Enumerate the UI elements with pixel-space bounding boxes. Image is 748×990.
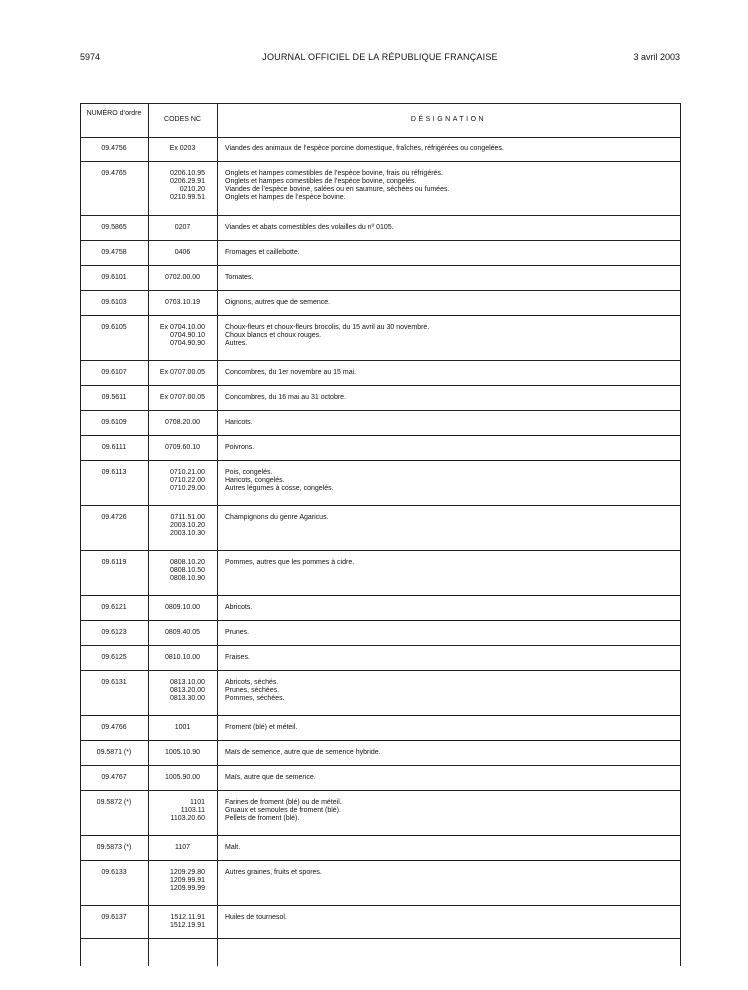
row-numero: 09.5873 (*) <box>96 844 132 851</box>
row-designation <box>225 469 674 493</box>
row-codes <box>148 514 205 538</box>
row-numero: 09.6111 <box>101 444 127 451</box>
code-value: 2003.10.30 <box>169 530 205 537</box>
designation-line: Onglets et hampes de l’espèce bovine. <box>225 194 346 201</box>
row-codes <box>148 869 205 893</box>
code-value: 0406 <box>174 249 191 256</box>
row-designation <box>225 274 674 282</box>
table-row <box>80 716 680 741</box>
row-codes <box>148 170 205 202</box>
row-designation <box>225 170 674 202</box>
row-numero: 09.6133 <box>101 869 127 876</box>
code-value: 0206.29.91 <box>169 178 205 185</box>
row-codes <box>148 914 205 930</box>
designation-line: Pommes, séchées. <box>225 695 285 702</box>
row-numero: 09.6121 <box>101 604 127 611</box>
row-codes <box>148 299 217 307</box>
code-value: 1209.29.80 <box>169 869 205 876</box>
designation-line: Pellets de froment (blé). <box>225 815 300 822</box>
row-codes <box>148 444 217 452</box>
row-codes <box>148 774 217 782</box>
page-header <box>80 50 680 66</box>
code-value: 0808.10.90 <box>169 575 205 582</box>
designation-line: Autres graines, fruits et spores. <box>225 869 322 876</box>
row-numero: 09.5611 <box>101 394 127 401</box>
code-value: 0708.20.00 <box>164 419 201 426</box>
designation-line: Maïs de semence, autre que de semence hybride. <box>225 749 381 756</box>
designation-line: Haricots, congelés. <box>225 477 285 484</box>
row-designation <box>225 514 674 522</box>
code-value: 2003.10.20 <box>169 522 205 529</box>
designation-line: Oignons, autres que de semence. <box>225 299 331 306</box>
code-value: 0709.60.10 <box>164 444 201 451</box>
designation-line: Poivrons. <box>225 444 255 451</box>
row-designation <box>225 844 674 852</box>
table-row <box>80 861 680 906</box>
row-numero: 09.5872 (*) <box>96 799 132 806</box>
row-designation <box>225 249 674 257</box>
table-row <box>80 137 680 162</box>
table-row <box>80 836 680 861</box>
row-designation <box>225 724 674 732</box>
code-value: 1005.10.90 <box>164 749 201 756</box>
table-row <box>80 766 680 791</box>
row-designation <box>225 369 674 377</box>
table-row <box>80 551 680 596</box>
designation-line: Concombres, du 1er novembre au 15 mai. <box>225 369 357 376</box>
row-designation <box>225 559 674 567</box>
table-header <box>80 104 680 138</box>
code-value: 1005.90.00 <box>164 774 201 781</box>
code-value: Ex 0707.00.05 <box>159 394 206 401</box>
row-codes <box>148 559 205 583</box>
code-value: 1101 <box>189 799 205 806</box>
code-value: 0710.22.00 <box>169 477 205 484</box>
table-row <box>80 162 680 216</box>
table-row <box>80 241 680 266</box>
table-row <box>80 361 680 386</box>
row-numero: 09.6125 <box>101 654 127 661</box>
designation-line: Onglets et hampes comestibles de l’espèce bovine, frais ou réfrigérés. <box>225 170 443 177</box>
code-value: 1103.20.60 <box>170 815 205 822</box>
row-numero: 09.6103 <box>101 299 127 306</box>
row-designation <box>225 914 674 922</box>
code-value: 1103.11 <box>180 807 205 814</box>
row-codes <box>148 224 217 232</box>
designation-line: Maïs, autre que de semence. <box>225 774 316 781</box>
designation-line: Abricots, séchés. <box>225 679 279 686</box>
designation-line: Onglets et hampes comestibles de l’espèce bovine, congelés. <box>225 178 417 185</box>
header-designation: DÉSIGNATION <box>410 116 487 123</box>
designation-line: Champignons du genre Agaricus. <box>225 514 329 521</box>
designation-line: Choux blancs et choux rouges. <box>225 332 322 339</box>
row-codes <box>148 469 205 493</box>
row-numero: 09.4765 <box>101 170 127 177</box>
table-row <box>80 386 680 411</box>
row-designation <box>225 444 674 452</box>
row-designation <box>225 324 674 348</box>
designation-line: Autres légumes à cosse, congelés. <box>225 485 334 492</box>
designation-line: Viandes et abats comestibles des volailles du nº 0105. <box>225 224 394 231</box>
code-value: 0808.10.50 <box>169 567 205 574</box>
code-value: 0206.10.95 <box>169 170 205 177</box>
row-codes <box>148 369 217 377</box>
row-designation <box>225 394 674 402</box>
code-value: 0210.99.51 <box>169 194 205 201</box>
designation-line: Choux-fleurs et choux-fleurs brocolis, du 15 avril au 30 novembre. <box>225 324 430 331</box>
row-codes <box>148 274 217 282</box>
row-designation <box>225 145 674 153</box>
table-row <box>80 741 680 766</box>
table-row <box>80 461 680 506</box>
table-row <box>80 436 680 461</box>
row-codes <box>148 629 217 637</box>
code-value: 0711.51.00 <box>170 514 205 521</box>
row-codes <box>148 324 205 348</box>
code-value: 1001 <box>174 724 191 731</box>
code-value: 1209.99.99 <box>169 885 205 892</box>
publication-date: 3 avril 2003 <box>633 52 680 62</box>
journal-title: JOURNAL OFFICIEL DE LA RÉPUBLIQUE FRANÇAISE <box>262 52 498 62</box>
code-value: 0808.10.20 <box>169 559 205 566</box>
code-value: 0210.20 <box>179 186 205 193</box>
code-value: 0813.20.00 <box>169 687 205 694</box>
designation-line: Fromages et caillebotte. <box>225 249 300 256</box>
code-value: 0809.10.00 <box>164 604 201 611</box>
designation-line: Tomates. <box>225 274 254 281</box>
code-value: 1107 <box>174 844 191 851</box>
row-numero: 09.5871 (*) <box>96 749 132 756</box>
codes-table <box>80 103 681 966</box>
row-codes <box>148 844 217 852</box>
code-value: 0809.40.05 <box>164 629 201 636</box>
designation-line: Fraises. <box>225 654 250 661</box>
row-numero: 09.4756 <box>101 145 127 152</box>
designation-line: Pommes, autres que les pommes à cidre. <box>225 559 355 566</box>
table-row <box>80 906 680 939</box>
code-value: 0207 <box>174 224 191 231</box>
code-value: Ex 0203 <box>169 145 196 152</box>
row-designation <box>225 749 674 757</box>
row-designation <box>225 604 674 612</box>
table-row <box>80 671 680 716</box>
row-designation <box>225 679 674 703</box>
code-value: Ex 0704.10.00 <box>159 324 205 331</box>
designation-line: Concombres, du 16 mai au 31 octobre. <box>225 394 347 401</box>
code-value: 1512.19.91 <box>169 922 205 929</box>
row-numero: 09.6119 <box>101 559 127 566</box>
row-designation <box>225 419 674 427</box>
designation-line: Malt. <box>225 844 241 851</box>
row-numero: 09.6113 <box>101 469 127 476</box>
table-row <box>80 266 680 291</box>
row-numero: 09.4758 <box>101 249 127 256</box>
designation-line: Gruaux et semoules de froment (blé). <box>225 807 341 814</box>
designation-line: Prunes, séchées. <box>225 687 280 694</box>
code-value: 1209.99.91 <box>169 877 205 884</box>
row-codes <box>148 749 217 757</box>
code-value: 0703.10.19 <box>164 299 201 306</box>
header-numero: NUMÉRO d’ordre <box>86 110 142 117</box>
row-designation <box>225 869 674 877</box>
table-row <box>80 791 680 836</box>
designation-line: Abricots. <box>225 604 253 611</box>
row-numero: 09.4766 <box>101 724 127 731</box>
page-number: 5974 <box>80 52 101 62</box>
row-codes <box>148 799 205 823</box>
header-codes: CODES NC <box>164 116 201 123</box>
row-codes <box>148 419 217 427</box>
table-row <box>80 596 680 621</box>
table-row <box>80 506 680 551</box>
row-numero: 09.4726 <box>101 514 127 521</box>
row-codes <box>148 679 205 703</box>
code-value: 0704.90.90 <box>169 340 205 347</box>
row-numero: 09.6109 <box>101 419 127 426</box>
designation-line: Prunes. <box>225 629 250 636</box>
row-codes <box>148 145 217 153</box>
code-value: 0704.90.10 <box>169 332 205 339</box>
row-codes <box>148 249 217 257</box>
row-numero: 09.4767 <box>101 774 127 781</box>
row-numero: 09.6131 <box>101 679 127 686</box>
row-numero: 09.6105 <box>101 324 127 331</box>
row-designation <box>225 654 674 662</box>
row-codes <box>148 724 217 732</box>
code-value: 0813.10.00 <box>169 679 205 686</box>
table-row <box>80 291 680 316</box>
row-designation <box>225 224 674 232</box>
code-value: 1512.11.91 <box>170 914 205 921</box>
row-codes <box>148 394 217 402</box>
table-row <box>80 411 680 436</box>
designation-line: Farines de froment (blé) ou de méteil. <box>225 799 342 806</box>
row-designation <box>225 299 674 307</box>
code-value: 0702.00.00 <box>164 274 201 281</box>
code-value: 0710.29.00 <box>169 485 205 492</box>
row-codes <box>148 654 217 662</box>
code-value: 0810.10.00 <box>164 654 201 661</box>
designation-line: Pois, congelés. <box>225 469 273 476</box>
code-value: 0813.30.00 <box>169 695 205 702</box>
code-value: Ex 0707.00.05 <box>159 369 206 376</box>
designation-line: Viandes de l’espèce bovine, salées ou en saumure, séchées ou fumées. <box>225 186 450 193</box>
row-numero: 09.6137 <box>101 914 127 921</box>
table-row <box>80 621 680 646</box>
designation-line: Huiles de tournesol. <box>225 914 287 921</box>
designation-line: Haricots. <box>225 419 253 426</box>
row-numero: 09.6107 <box>101 369 127 376</box>
row-designation <box>225 774 674 782</box>
row-designation <box>225 629 674 637</box>
row-numero: 09.5865 <box>101 224 127 231</box>
row-numero: 09.6123 <box>101 629 127 636</box>
code-value: 0710.21.00 <box>169 469 205 476</box>
row-designation <box>225 799 674 823</box>
designation-line: Froment (blé) et méteil. <box>225 724 298 731</box>
designation-line: Autres. <box>225 340 248 347</box>
designation-line: Viandes des animaux de l’espèce porcine domestique, fraîches, réfrigérées ou congelées. <box>225 145 504 152</box>
row-numero: 09.6101 <box>101 274 127 281</box>
table-row <box>80 646 680 671</box>
row-codes <box>148 604 217 612</box>
table-row <box>80 216 680 241</box>
table-row <box>80 316 680 361</box>
